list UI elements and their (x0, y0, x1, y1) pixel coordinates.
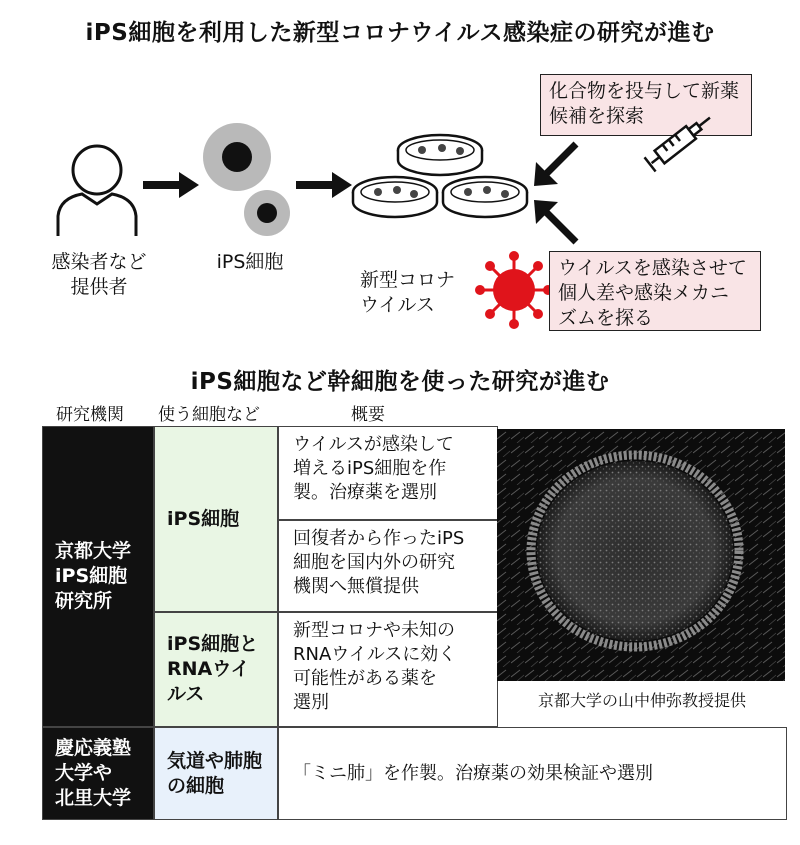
ips-label: iPS細胞 (216, 251, 284, 273)
cell-type-lung: 気道や肺胞 の細胞 (154, 727, 278, 820)
mid-title: iPS細胞など幹細胞を使った研究が進む (190, 369, 610, 395)
donor-label: 感染者など 提供者 (51, 251, 147, 298)
arrow-up-left-icon (530, 196, 580, 246)
cell-type-ips: iPS細胞 (154, 426, 278, 612)
column-header-institution: 研究機関 (56, 405, 124, 425)
ips-cell-icon (200, 120, 300, 240)
column-header-summary: 概要 (351, 405, 385, 425)
description-cell: 「ミニ肺」を作製。治療薬の効果検証や選別 (278, 727, 787, 820)
institution-cell-keio: 慶応義塾 大学や 北里大学 (42, 727, 154, 820)
institution-cell-kyoto: 京都大学 iPS細胞 研究所 (42, 426, 154, 727)
cell-type-ips-rna: iPS細胞と RNAウイ ルス (154, 612, 278, 727)
ips-colony-photo (497, 429, 785, 681)
description-cell: ウイルスが感染して 増えるiPS細胞を作 製。治療薬を選別 (278, 426, 498, 520)
person-icon (52, 138, 142, 238)
virus-icon (476, 252, 552, 328)
arrow-right-icon (143, 170, 199, 200)
drug-box: 化合物を投与して新薬 候補を探索 (540, 74, 752, 136)
column-header-cells: 使う細胞など (158, 405, 260, 425)
description-cell: 回復者から作ったiPS 細胞を国内外の研究 機関へ無償提供 (278, 520, 498, 612)
photo-caption: 京都大学の山中伸弥教授提供 (537, 691, 746, 710)
arrow-down-left-icon (530, 140, 580, 190)
petri-dish-icon (350, 120, 530, 230)
infect-box: ウイルスを感染させて 個人差や感染メカニ ズムを探る (549, 251, 761, 331)
description-cell: 新型コロナや未知の RNAウイルスに効く 可能性がある薬を 選別 (278, 612, 498, 727)
top-title: iPS細胞を利用した新型コロナウイルス感染症の研究が進む (85, 20, 715, 46)
syringe-icon (640, 106, 720, 176)
virus-label: 新型コロナ ウイルス (360, 269, 456, 316)
arrow-right-icon (296, 170, 352, 200)
